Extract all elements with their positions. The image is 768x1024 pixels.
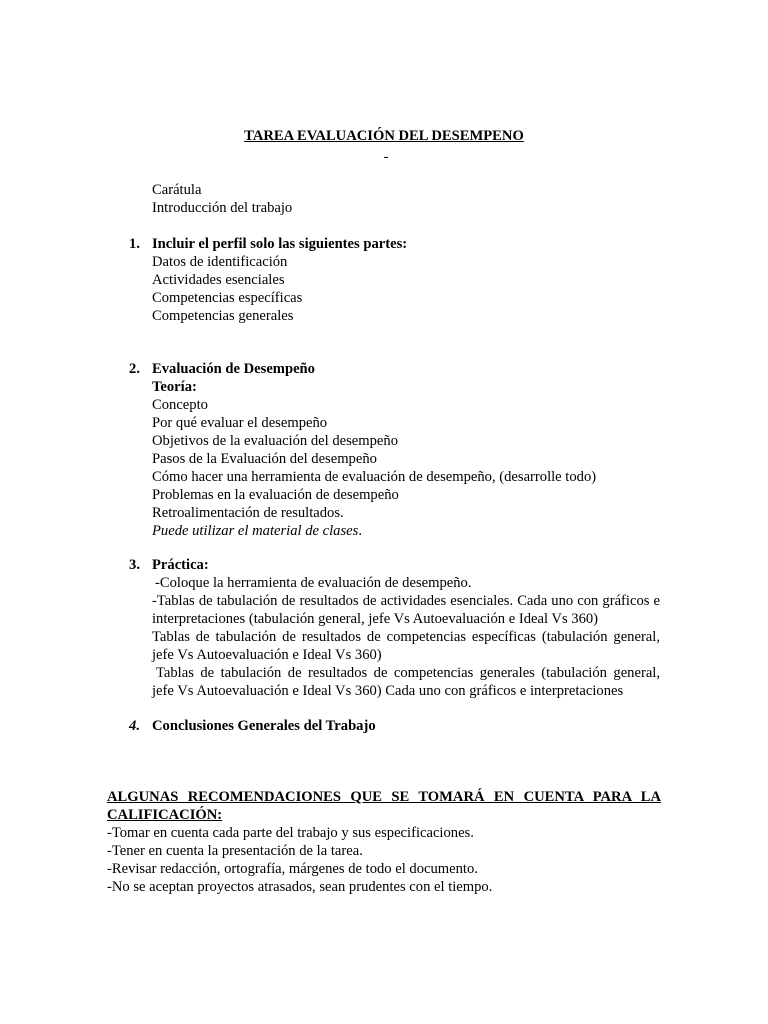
section-2-note: Puede utilizar el material de clases. — [152, 523, 362, 539]
section-4-number: 4. — [129, 718, 140, 734]
section-2-subheading: Teoría: — [152, 379, 197, 395]
document-title-text: TAREA EVALUACIÓN DEL DESEMPENO — [244, 128, 524, 144]
list-item: Competencias generales — [152, 308, 294, 324]
section-1-number: 1. — [129, 236, 140, 252]
recommendation-item: -Revisar redacción, ortografía, márgenes de todo el documento. — [107, 861, 478, 877]
intro-item: Carátula — [152, 182, 202, 198]
list-item: Pasos de la Evaluación del desempeño — [152, 451, 377, 467]
list-item: Cómo hacer una herramienta de evaluación de desempeño, (desarrolle todo) — [152, 469, 597, 485]
list-item: Retroalimentación de resultados. — [152, 505, 344, 521]
list-item: Problemas en la evaluación de desempeño — [152, 487, 399, 503]
practice-paragraph-1: -Tablas de tabulación de resultados de actividades esenciales. Cada uno con gráficos e interpretaciones (tabulación general, jefe Vs Autoevaluación e Ideal Vs 360) — [152, 593, 660, 627]
recommendations-heading: ALGUNAS RECOMENDACIONES QUE SE TOMARÁ EN CUENTA PARA LA CALIFICACIÓN: — [107, 789, 661, 823]
recommendation-item: -Tener en cuenta la presentación de la tarea. — [107, 843, 363, 859]
recommendation-item: -No se aceptan proyectos atrasados, sean prudentes con el tiempo. — [107, 879, 493, 895]
practice-first-line: -Coloque la herramienta de evaluación de desempeño. — [155, 575, 472, 591]
intro-item: Introducción del trabajo — [152, 200, 293, 216]
section-3-number: 3. — [129, 557, 140, 573]
list-item: Por qué evaluar el desempeño — [152, 415, 328, 431]
title-dash: - — [383, 149, 389, 165]
list-item: Objetivos de la evaluación del desempeño — [152, 433, 398, 449]
list-item: Actividades esenciales — [152, 272, 285, 288]
recommendation-item: -Tomar en cuenta cada parte del trabajo y sus especificaciones. — [107, 825, 474, 841]
list-item: Competencias específicas — [152, 290, 303, 306]
section-4-heading: Conclusiones Generales del Trabajo — [152, 718, 376, 734]
section-1-heading: Incluir el perfil solo las siguientes partes: — [152, 236, 408, 252]
section-3-heading: Práctica: — [152, 557, 209, 573]
section-2-number: 2. — [129, 361, 140, 377]
section-2-heading: Evaluación de Desempeño — [152, 361, 315, 377]
practice-paragraph-3: Tablas de tabulación de resultados de competencias generales (tabulación general, jefe Vs Autoevaluación e Ideal Vs 360) Cada uno con gráficos e interpretaciones — [152, 665, 660, 699]
practice-paragraph-2: Tablas de tabulación de resultados de competencias específicas (tabulación general, jefe Vs Autoevaluación e Ideal Vs 360) — [152, 629, 660, 663]
note-text: Puede utilizar el material de clases — [152, 523, 359, 539]
list-item: Concepto — [152, 397, 208, 413]
document-title — [0, 127, 768, 145]
list-item: Datos de identificación — [152, 254, 288, 270]
